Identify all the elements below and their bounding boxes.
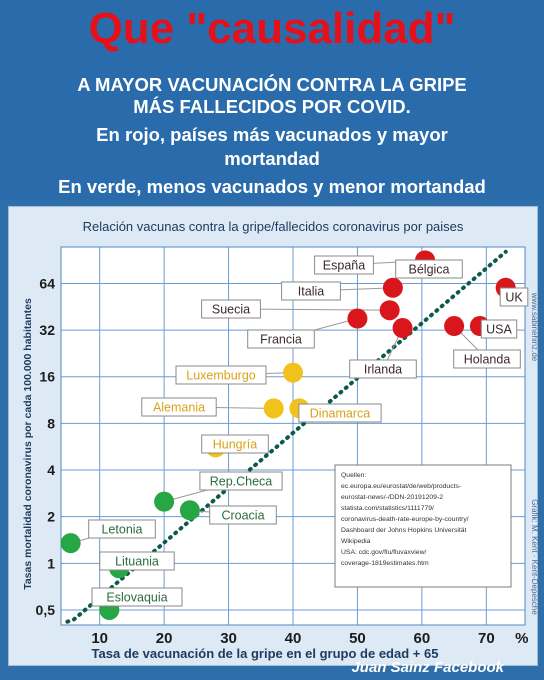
sources-line: USA: cdc.gov/flu/fluvaxview/ [341,549,427,556]
scatter-chart [9,207,537,665]
data-label: Bélgica [408,262,450,277]
data-label: Francia [260,332,302,347]
data-label: Alemania [152,400,206,415]
x-tick-label: 50 [349,630,366,647]
subtitle-line-3: En rojo, países más vacunados y mayor [96,124,448,145]
sources-line: eurostat-news/-/DDN-20191209-2 [341,494,444,501]
data-label: España [322,258,366,273]
chart-panel [8,206,538,666]
x-tick-label: % [515,630,529,647]
sources-line: ec.europa.eu/eurostat/de/web/products- [341,483,462,490]
data-point-italia [383,278,403,298]
subtitle-line-2: MÁS FALLECIDOS POR COVID. [133,96,411,117]
data-point-suecia [380,300,400,320]
data-label: Dinamarca [309,406,371,421]
data-point-rep-checa [154,492,174,512]
data-point-alemania [264,398,284,418]
y-tick-label: 4 [47,462,55,479]
sources-line: coronavirus-death-rate-europe-by-country/ [341,516,469,523]
subtitle-line-4: mortandad [224,148,320,169]
author-credit: Juan Sainz Facebook [351,659,504,676]
y-tick-label: 1 [47,555,55,572]
data-point-irlanda [393,318,413,338]
data-label: Holanda [463,352,511,367]
x-tick-label: 30 [220,630,237,647]
subtitle-line-5: En verde, menos vacunados y menor mortandad [58,176,486,197]
data-label: Letonia [101,522,143,537]
sources-line: statista.com/statistics/1111779/ [341,505,434,512]
data-point-croacia [180,500,200,520]
sources-line: Wikipedia [341,538,371,545]
x-tick-label: 70 [477,630,495,647]
header [0,0,544,200]
data-label: Italia [297,284,325,299]
data-point-letonia [61,533,81,553]
data-label: USA [486,322,512,337]
x-tick-label: 20 [155,630,173,647]
y-tick-label: 8 [47,415,55,432]
y-tick-label: 32 [39,322,55,339]
y-tick-label: 16 [39,368,55,385]
y-tick-label: 64 [39,275,55,292]
data-label: Irlanda [363,362,403,377]
data-label: Lituania [115,554,159,569]
y-tick-label: 0,5 [35,601,55,618]
data-label: Eslovaquia [106,590,168,605]
x-tick-label: 60 [413,630,431,647]
subtitle-line-1: A MAYOR VACUNACIÓN CONTRA LA GRIPE [77,74,467,95]
data-label: Hungría [212,437,258,452]
data-point-holanda [444,316,464,336]
y-tick-label: 2 [47,508,55,525]
sources-heading: Quellen: [341,472,367,479]
data-label: Luxemburgo [186,368,256,383]
data-label: Suecia [211,302,251,317]
x-axis-label: Tasa de vacunación de la gripe en el grupo de edad + 65 [91,646,439,661]
data-point-francia [347,309,367,329]
x-tick-label: 10 [91,630,109,647]
chart-title: Relación vacunas contra la gripe/fallecidos coronavirus por paises [82,219,464,234]
data-label: Rep.Checa [209,474,273,489]
side-credit-graphic: Grafik: M. Kent · Kent-Depesche [530,499,539,615]
side-credit-website: www.sabinehinz.de [530,292,539,362]
y-axis-label: Tasas mortalidad coronavirus por cada 100.000 habitantes [22,298,34,590]
sources-line: Dashboard der Johns Hopkins Universität [341,527,467,534]
data-point-luxemburgo [283,363,303,383]
data-label: UK [505,290,523,305]
x-tick-label: 40 [284,630,302,647]
sources-line: coverage-1819estimates.htm [341,560,429,567]
data-label: Croacia [221,508,265,523]
page-title: Que "causalidad" [88,4,456,53]
